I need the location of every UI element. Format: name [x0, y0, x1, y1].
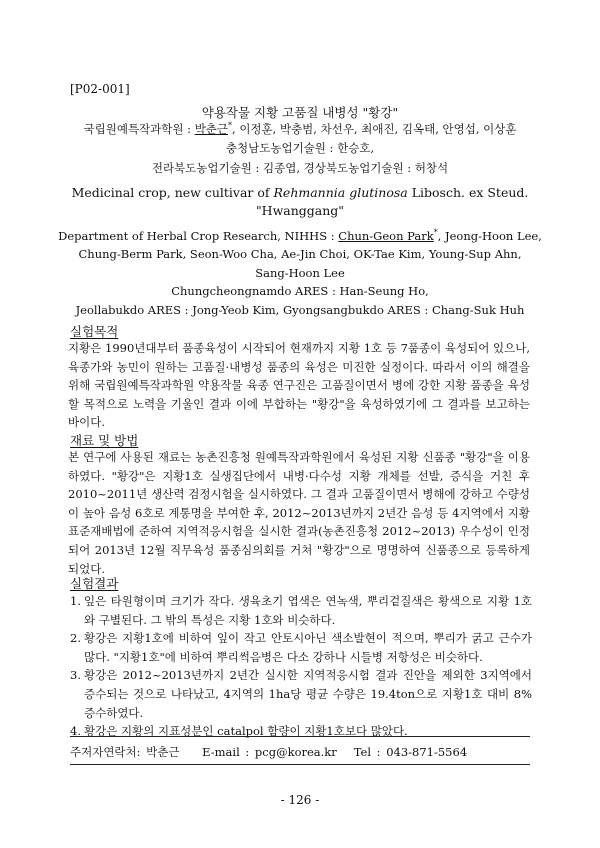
corresponding-mark-korean: *: [228, 121, 233, 131]
authors-korean-line1: [50, 121, 550, 137]
authors-korean-affiliation: 국립원예특작과학원 :: [83, 122, 195, 136]
authors-korean-line3: 전라북도농업기술원 : 김종엽, 경상북도농업기술원 : 허창석: [151, 161, 449, 175]
abstract-code: [P02-001]: [70, 82, 130, 96]
result-text: 황강은 지황1호에 비하여 잎이 작고 안토시아닌 색소발현이 적으며, 뿌리가 굵고 근수가 많다. "지황1호"에 비하여 뿌리썩음병은 다소 강하나 시들병 저항성은 비슷하다.: [84, 631, 532, 664]
result-item: [70, 592, 532, 629]
authors-english-affiliation: Department of Herbal Crop Research, NIHHS :: [58, 228, 339, 243]
result-number: 1.: [70, 594, 81, 608]
section-heading-purpose: 실험목적: [70, 324, 119, 339]
result-number: 3.: [70, 668, 81, 683]
contact-info: [70, 744, 467, 760]
result-text: 황강은 2012~2013년까지 2년간 실시한 지역적응시험 결과 진안을 제외한 3지역에서 증수되는 것으로 나타났고, 4지역의 1ha당 평균 수량은 19.4ton으로 지황1호 대비 8% 증수하였다.: [84, 668, 532, 720]
authors-korean-rest: , 이정훈, 박충범, 차선우, 최애진, 김옥태, 안영섭, 이상훈: [232, 122, 517, 136]
title-english-line1: [50, 184, 550, 202]
methods-paragraph: 본 연구에 사용된 재료는 농촌진흥청 원예특작과학원에서 육성된 지황 신품종 "황강"을 이용하였다. "황강"은 지황1호 실생집단에서 내병·다수성 지황 개체를 선발, 증식을 거친 후 2010~2011년 생산력 검정시험을 실시하였다. 그 결과 고품질이면서 병해에 강하고 수량성이 높아 음성 6호로 계통명을 부여한 후, 2012~2013년까지 2년간 음성 등 4지역에서 지황 표준재배법에 준하여 지역적응시험을 실시한 결과(농촌진흥청 2012~2013) 우수성이 인정되어 2013년 12월 직무육성 품종심의회를 거쳐 "황강"으로 명명하여 신품종으로 등록하게 되었다.: [68, 450, 530, 576]
corresponding-author-korean: 박춘근: [194, 122, 229, 136]
result-number: 4.: [70, 724, 81, 739]
result-item: [70, 722, 532, 741]
title-english-line2: "Hwanggang": [255, 203, 345, 218]
section-heading-results: 실험결과: [70, 576, 119, 591]
results-list: [70, 592, 532, 741]
section-heading-methods: 재료 및 방법: [70, 433, 139, 448]
authors-english-line1: [50, 224, 550, 245]
title-english-post: Libosch. ex Steud.: [407, 185, 529, 200]
result-text: 황강은 지황의 지표성분인 catalpol 함량이 지황1호보다 많았다.: [84, 724, 408, 739]
authors-english-rest: , Jeong-Hoon Lee,: [437, 228, 542, 243]
authors-english-line5: Jeollabukdo ARES : Jong-Yeob Kim, Gyongsangbukdo ARES : Chang-Suk Huh: [75, 302, 525, 317]
title-korean: 약용작물 지황 고품질 내병성 "황강": [201, 105, 399, 120]
contact-phone: Tel : 043-871-5564: [353, 745, 468, 759]
purpose-paragraph: 지황은 1990년대부터 품종육성이 시작되어 현재까지 지황 1호 등 7품종이 육성되어 있으나, 육종가와 농민이 원하는 고품질·내병성 품종의 육성은 미진한 실정이다. 따라서 이의 해결을 위해 국립원예특작과학원 약용작물 육종 연구진은 고품질이면서 병에 강한 지황 품종을 육성할 목적으로 노력을 기울인 결과 이에 부합하는 "황강"을 육성하였기에 그 결과를 보고하는 바이다.: [68, 341, 530, 430]
footer-divider-bottom: [70, 764, 530, 765]
result-item: [70, 629, 532, 666]
corresponding-mark-english: *: [433, 228, 438, 237]
title-english: [50, 184, 550, 220]
contact-author: 주저자연락처: 박춘근: [70, 745, 180, 759]
authors-english: [50, 224, 550, 319]
authors-english-line3: Sang-Hoon Lee: [255, 265, 345, 280]
corresponding-author-english: Chun-Geon Park: [338, 228, 434, 243]
authors-korean-line2: 충청남도농업기술원 : 한승호,: [225, 141, 375, 155]
result-item: [70, 666, 532, 722]
result-number: 2.: [70, 631, 81, 646]
footer-divider: [70, 736, 530, 737]
authors-english-line4: Chungcheongnamdo ARES : Han-Seung Ho,: [171, 284, 429, 299]
authors-english-line2: Chung-Berm Park, Seon-Woo Cha, Ae-Jin Choi, OK-Tae Kim, Young-Sup Ahn,: [78, 247, 522, 262]
result-text: 잎은 타원형이며 크기가 작다. 생육초기 엽색은 연녹색, 뿌리겉질색은 황색으로 지황 1호와 구별된다. 그 밖의 특성은 지황 1호와 비슷하다.: [84, 594, 532, 627]
contact-email: E-mail : pcg@korea.kr: [202, 745, 337, 759]
title-english-pre: Medicinal crop, new cultivar of: [71, 185, 274, 200]
page-number: - 126 -: [280, 793, 320, 807]
species-name: Rehmannia glutinosa: [273, 185, 408, 200]
